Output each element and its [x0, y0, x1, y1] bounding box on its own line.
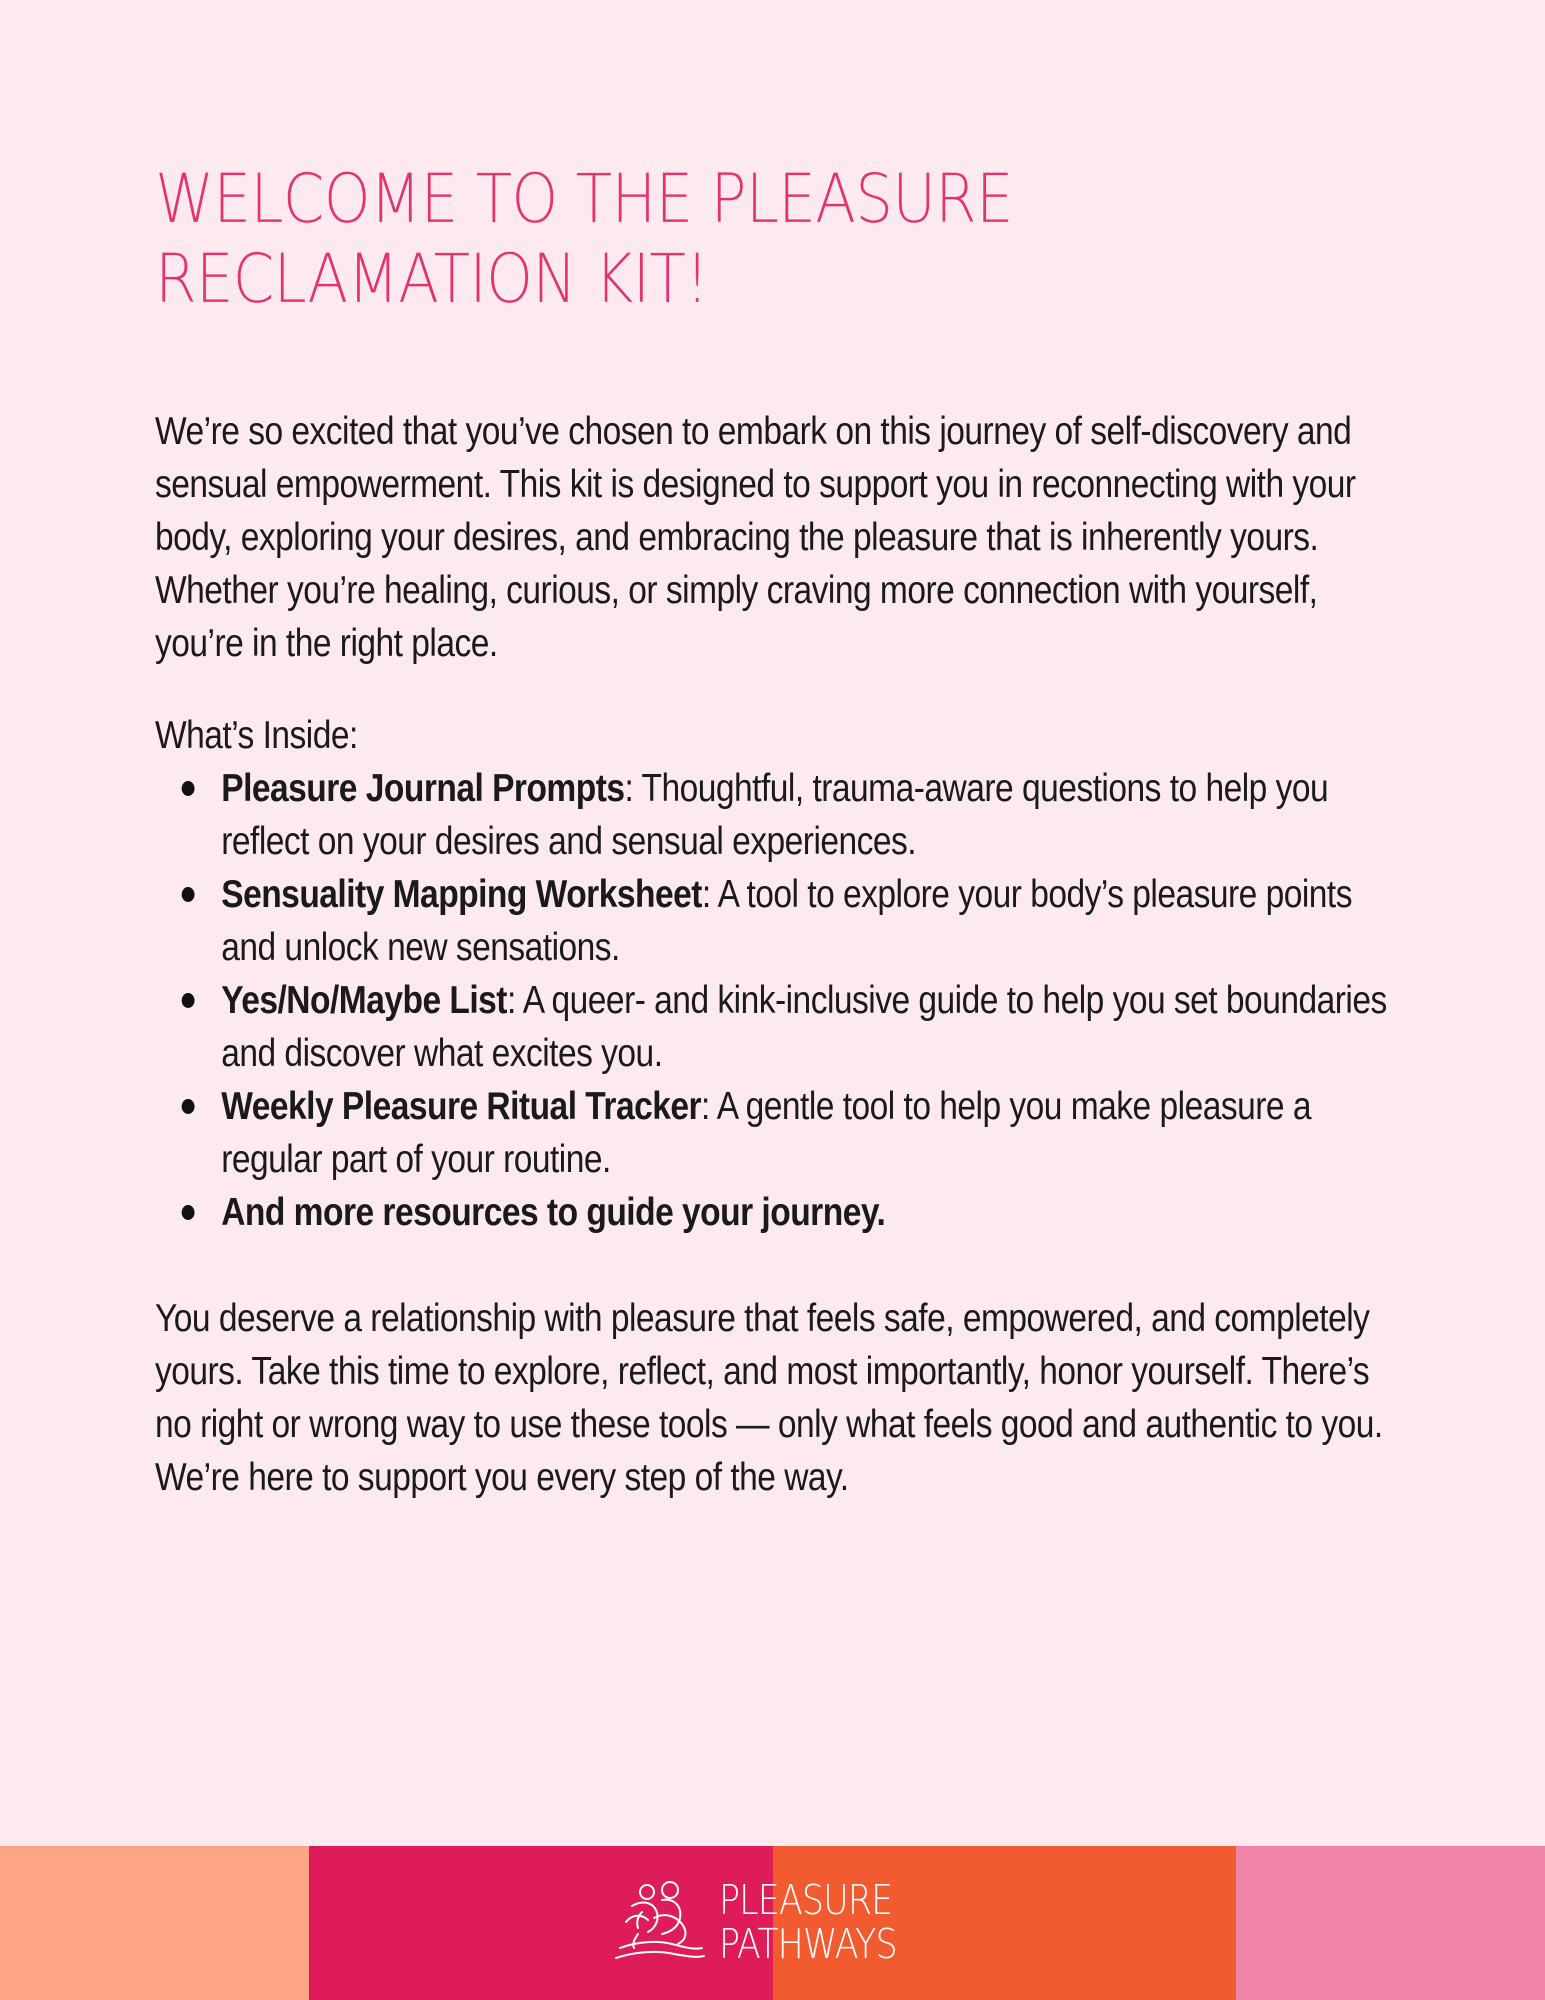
- inside-list: [155, 762, 1402, 1239]
- list-item-title: And more resources to guide your journey.: [221, 1191, 886, 1234]
- list-item: [155, 868, 1402, 974]
- document-page: [155, 160, 1405, 1543]
- list-item-desc: : A queer- and kink-inclusive guide to help you set boundaries and discover what excites you.: [221, 979, 1387, 1075]
- brand-line-2: PATHWAYS: [719, 1920, 897, 1968]
- list-item-desc: : Thoughtful, trauma-aware questions to help you reflect on your desires and sensual experiences.: [221, 767, 1329, 863]
- bullet-icon: [182, 1099, 195, 1114]
- brand-line-1: PLEASURE: [719, 1876, 893, 1924]
- brand-name: [719, 1878, 897, 1966]
- list-item: [155, 1186, 1402, 1239]
- list-item-desc: : A gentle tool to help you make pleasure a regular part of your routine.: [221, 1085, 1311, 1181]
- list-item: [155, 974, 1402, 1080]
- list-item: [155, 762, 1402, 868]
- bullet-icon: [182, 781, 195, 796]
- brand-logo: [612, 1876, 952, 1968]
- list-item-title: Yes/No/Maybe List: [221, 979, 507, 1022]
- footer-band-peach: [0, 1846, 309, 2000]
- footer-band-pink: [1236, 1846, 1545, 2000]
- list-item-title: Sensuality Mapping Worksheet: [221, 873, 702, 916]
- list-item: [155, 1080, 1402, 1186]
- list-item-desc: : A tool to explore your body’s pleasure points and unlock new sensations.: [221, 873, 1352, 969]
- bullet-icon: [182, 887, 195, 902]
- list-item-title: Weekly Pleasure Ritual Tracker: [221, 1085, 702, 1128]
- figures-icon: [612, 1878, 707, 1966]
- bullet-icon: [182, 1205, 195, 1220]
- page-title: WELCOME TO THE PLEASURE RECLAMATION KIT!: [155, 160, 1013, 319]
- bullet-icon: [182, 993, 195, 1008]
- inside-label: What’s Inside:: [155, 714, 358, 757]
- inside-section: [155, 709, 1402, 1239]
- intro-paragraph: We’re so excited that you’ve chosen to embark on this journey of self-discovery and sensual empowerment. This kit is designed to support you in reconnecting with your body, exploring your desires, and embracing the pleasure that is inherently yours. Whether you’re healing, curious, or simply craving more connection with yourself, you’re in the right place.: [155, 410, 1356, 665]
- closing-paragraph: You deserve a relationship with pleasure that feels safe, empowered, and completely yours. Take this time to explore, reflect, and most importantly, honor yourself. There’s no right or wrong way to use these tools — only what feels good and authentic to you. We’re here to support you every step of the way.: [155, 1297, 1383, 1499]
- list-item-title: Pleasure Journal Prompts: [221, 767, 625, 810]
